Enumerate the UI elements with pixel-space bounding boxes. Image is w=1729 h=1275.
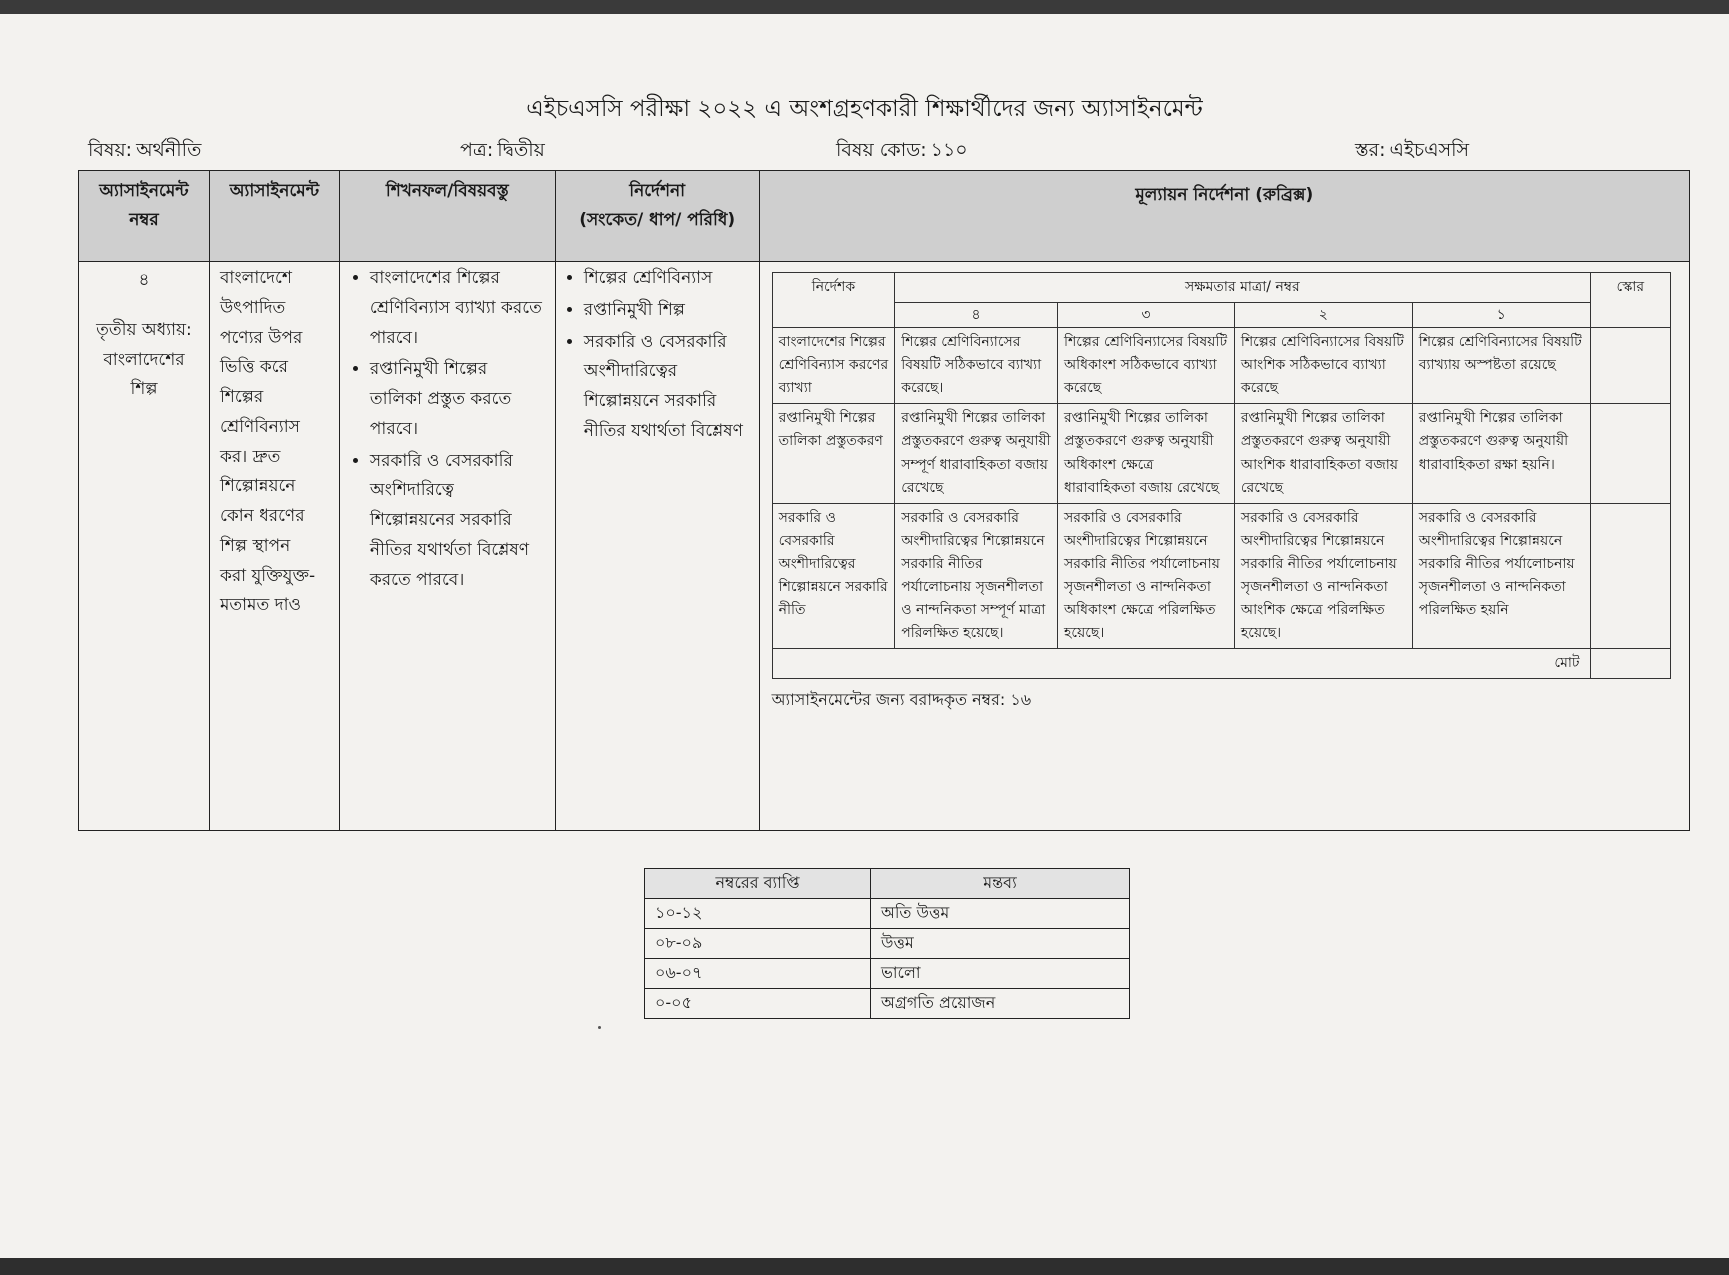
chapter-line: বাংলাদেশের — [103, 349, 185, 370]
grade-range: ০৬-০৭ — [645, 959, 871, 989]
level-3: ৩ — [1057, 303, 1234, 328]
criteria-cell: রপ্তানিমুখী শিল্পের তালিকা প্রস্তুতকরণে গুরুত্ব অনুযায়ী সম্পূর্ণ ধারাবাহিকতা বজায় রেখেছে — [895, 404, 1058, 503]
assignment-line: বাংলাদেশে — [219, 268, 292, 288]
header-learning-outcomes: শিখনফল/বিষয়বস্তু — [339, 171, 555, 262]
assignment-line: উৎপাদিত — [219, 297, 286, 318]
grade-row — [645, 929, 1130, 959]
total-label: মোট — [772, 649, 1590, 679]
level-2: ২ — [1234, 303, 1412, 328]
assignment-line: কোন ধরণের — [219, 506, 305, 526]
grade-row — [645, 989, 1130, 1019]
criteria-cell: শিল্পের শ্রেণিবিন্যাসের বিষয়টি সঠিকভাবে ব্যাখ্যা করেছে। — [895, 328, 1058, 404]
outcome-item: • রপ্তানিমুখী শিল্পের তালিকা প্রস্তুত করতে পারবে। — [370, 355, 543, 444]
scan-edge-bottom — [0, 1258, 1729, 1275]
score-cell — [1590, 503, 1670, 649]
grade-remark: উত্তম — [871, 929, 1130, 959]
criteria-cell: রপ্তানিমুখী শিল্পের তালিকা প্রস্তুতকরণে গুরুত্ব অনুযায়ী ধারাবাহিকতা রক্ষা হয়নি। — [1412, 404, 1590, 503]
criteria-cell: রপ্তানিমুখী শিল্পের তালিকা প্রস্তুতকরণে গুরুত্ব অনুযায়ী অধিকাংশ ক্ষেত্রে ধারাবাহিকতা বজায় রেখেছে — [1057, 404, 1234, 503]
paper-field: পত্র: দ্বিতীয় — [460, 139, 545, 161]
assignment-text-cell — [209, 262, 339, 831]
criteria-cell: সরকারি ও বেসরকারি অংশীদারিত্বের শিল্পোন্নয়নে সরকারি নীতির পর্যালোচনায় সৃজনশীলতা ও নান্দনিকতা সম্পূর্ণ মাত্রা পরিলক্ষিত হয়েছে। — [895, 503, 1058, 649]
rubric-score-header: স্কোর — [1590, 273, 1670, 328]
criteria-cell: সরকারি ও বেসরকারি অংশীদারিত্বের শিল্পোন্নয়নে সরকারি নীতির পর্যালোচনায় সৃজনশীলতা ও নান্দনিকতা আংশিক ক্ষেত্রে পরিলক্ষিত হয়েছে। — [1234, 503, 1412, 649]
subject-field: বিষয়: অর্থনীতি — [88, 139, 202, 161]
total-score-cell — [1590, 649, 1670, 679]
rubric-row — [772, 328, 1670, 404]
grade-range: ১০-১২ — [645, 899, 871, 929]
criteria-cell: সরকারি ও বেসরকারি অংশীদারিত্বের শিল্পোন্নয়নে সরকারি নীতির পর্যালোচনায় সৃজনশীলতা ও নান্দনিকতা পরিলক্ষিত হয়নি — [1412, 503, 1590, 649]
chapter-line: শিল্প — [130, 379, 158, 400]
rubric-row — [772, 404, 1670, 503]
rubric-table — [772, 272, 1671, 679]
page-title: এইচএসসি পরীক্ষা ২০২২ এ অংশগ্রহণকারী শিক্ষার্থীদের জন্য অ্যাসাইনমেন্ট — [526, 96, 1203, 122]
assignment-line: শিল্পোন্নয়নে — [219, 476, 296, 497]
scan-edge-top — [0, 0, 1729, 14]
assignment-line: মতামত দাও — [219, 595, 302, 616]
guideline-item: • সরকারি ও বেসরকারি অংশীদারিত্বের শিল্পোন্নয়নে সরকারি নীতির যথার্থতা বিশ্লেষণ — [584, 328, 749, 447]
assignment-line: শ্রেণিবিন্যাস — [219, 416, 300, 437]
subject-code-field: বিষয় কোড: ১১০ — [836, 139, 968, 161]
rubric-row — [772, 503, 1670, 649]
guidelines-cell — [555, 262, 759, 831]
allocated-marks: অ্যাসাইনমেন্টের জন্য বরাদ্দকৃত নম্বর: ১৬ — [771, 690, 1032, 710]
grade-remark: অতি উত্তম — [871, 899, 1130, 929]
rubric-indicator-header: নির্দেশক — [772, 273, 895, 328]
grade-range: ০-০৫ — [645, 989, 871, 1019]
score-cell — [1590, 404, 1670, 503]
grade-remark: অগ্রগতি প্রয়োজন — [871, 989, 1130, 1019]
header-assignment: অ্যাসাইনমেন্ট — [209, 171, 339, 262]
learning-outcomes-cell — [339, 262, 555, 831]
header-guidelines: নির্দেশনা (সংকেত/ ধাপ/ পরিধি) — [555, 171, 759, 262]
grade-remark: ভালো — [871, 959, 1130, 989]
assignment-line: শিল্প স্থাপন — [219, 535, 291, 556]
header-assignment-number: অ্যাসাইনমেন্ট নম্বর — [79, 171, 210, 262]
scan-speck — [598, 1026, 601, 1029]
rubric-cell — [759, 262, 1689, 831]
grade-range-header: নম্বরের ব্যাপ্তি — [645, 869, 871, 899]
level-4: ৪ — [895, 303, 1058, 328]
grade-range-table — [644, 868, 1130, 1019]
guideline-item: • রপ্তানিমুখী শিল্প — [584, 296, 749, 326]
level-1: ১ — [1412, 303, 1590, 328]
indicator-cell: সরকারি ও বেসরকারি অংশীদারিত্বের শিল্পোন্নয়নে সরকারি নীতি — [772, 503, 895, 649]
criteria-cell: সরকারি ও বেসরকারি অংশীদারিত্বের শিল্পোন্নয়নে সরকারি নীতির পর্যালোচনায় সৃজনশীলতা ও নান্দনিকতা অধিকাংশ ক্ষেত্রে পরিলক্ষিত হয়েছে। — [1057, 503, 1234, 649]
assignment-line: কর। দ্রুত — [219, 446, 281, 467]
assignment-line: শিল্পের — [219, 387, 264, 407]
outcome-item: • বাংলাদেশের শিল্পের শ্রেণিবিন্যাস ব্যাখ্যা করতে পারবে। — [370, 264, 543, 353]
criteria-cell: শিল্পের শ্রেণিবিন্যাসের বিষয়টি আংশিক সঠিকভাবে ব্যাখ্যা করেছে — [1234, 328, 1412, 404]
guideline-item: • শিল্পের শ্রেণিবিন্যাস — [584, 264, 749, 294]
assignment-line: ভিত্তি করে — [219, 357, 288, 378]
rubric-level-header: সক্ষমতার মাত্রা/ নম্বর — [895, 273, 1590, 303]
score-cell — [1590, 328, 1670, 404]
criteria-cell: রপ্তানিমুখী শিল্পের তালিকা প্রস্তুতকরণে গুরুত্ব অনুযায়ী আংশিক ধারাবাহিকতা বজায় রেখেছে — [1234, 404, 1412, 503]
assignment-line: করা যুক্তিযুক্ত- — [219, 565, 316, 586]
assignment-number: ৪ — [138, 270, 150, 290]
chapter-line: তৃতীয় অধ্যায়: — [96, 319, 192, 340]
criteria-cell: শিল্পের শ্রেণিবিন্যাসের বিষয়টি অধিকাংশ সঠিকভাবে ব্যাখ্যা করেছে — [1057, 328, 1234, 404]
indicator-cell: বাংলাদেশের শিল্পের শ্রেণিবিন্যাস করণের ব্যাখ্যা — [772, 328, 895, 404]
level-field: স্তর: এইচএসসি — [1355, 139, 1470, 161]
grade-row — [645, 959, 1130, 989]
indicator-cell: রপ্তানিমুখী শিল্পের তালিকা প্রস্তুতকরণ — [772, 404, 895, 503]
assignment-line: পণ্যের উপর — [219, 327, 303, 348]
grade-range: ০৮-০৯ — [645, 929, 871, 959]
grade-row — [645, 899, 1130, 929]
criteria-cell: শিল্পের শ্রেণিবিন্যাসের বিষয়টি ব্যাখ্যায় অস্পষ্টতা রয়েছে — [1412, 328, 1590, 404]
assignment-number-cell — [79, 262, 210, 831]
outcome-item: • সরকারি ও বেসরকারি অংশিদারিত্বে শিল্পোন্নয়নের সরকারি নীতির যথার্থতা বিশ্লেষণ করতে পারবে। — [370, 447, 543, 596]
assignment-table — [78, 170, 1690, 831]
grade-remark-header: মন্তব্য — [871, 869, 1130, 899]
header-rubric: মূল্যায়ন নির্দেশনা (রুব্রিক্স) — [759, 171, 1689, 262]
